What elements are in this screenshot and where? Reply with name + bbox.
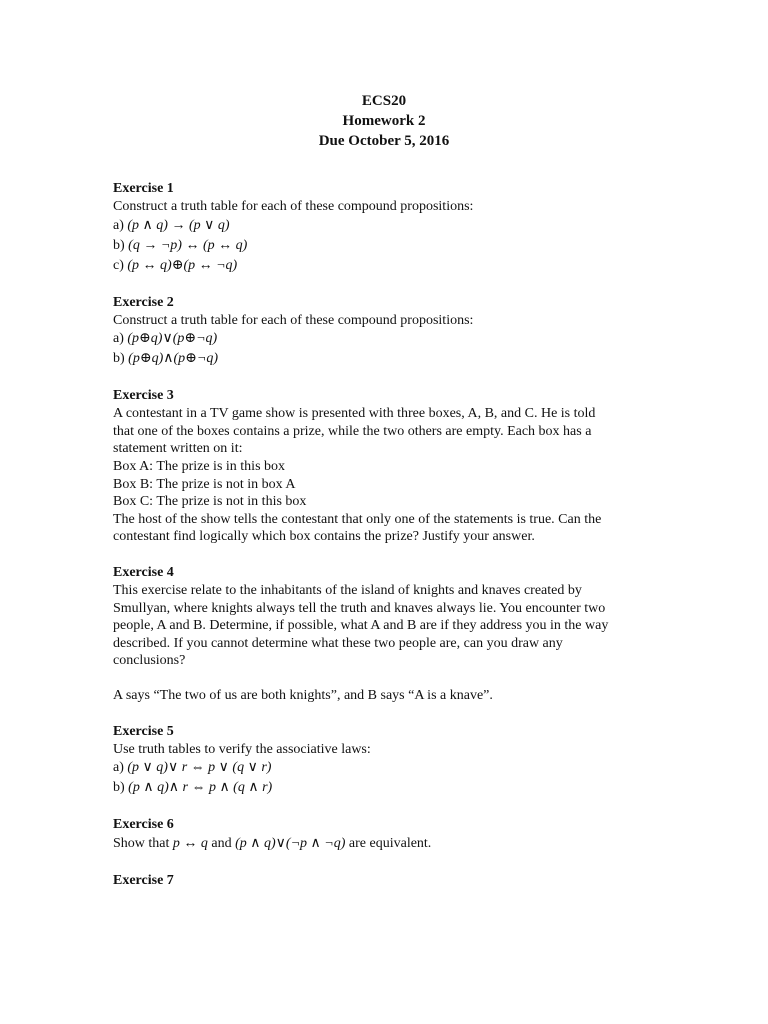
text-line: Box B: The prize is not in box A [113, 476, 296, 492]
item-label: a) [113, 217, 124, 233]
knights-quote: A says “The two of us are both knights”, and B says “A is a knave”. [113, 687, 493, 703]
text-line: conclusions? [113, 653, 186, 669]
text-line: contestant find logically which box contains the prize? Justify your answer. [113, 529, 535, 545]
text-line: Smullyan, where knights always tell the truth and knaves always lie. You encounter two [113, 600, 606, 616]
exercise-3 [113, 387, 653, 546]
exercise-intro: Use truth tables to verify the associative laws: [113, 741, 371, 757]
item-label: b) [113, 780, 125, 796]
equivalence-statement [113, 834, 653, 854]
item-label: c) [113, 257, 124, 273]
formula: (p ↔ q)⊕(p ↔ ¬q) [127, 257, 238, 273]
text-line: The host of the show tells the contestant that only one of the statements is true. Can the [113, 511, 602, 527]
exercise-1 [113, 180, 653, 276]
text-line: Box C: The prize is not in this box [113, 494, 307, 510]
text-line: that one of the boxes contains a prize, while the two others are empty. Each box has a [113, 423, 592, 439]
exercise-5 [113, 723, 653, 799]
paragraph-gap [113, 670, 653, 687]
exercise-intro: Construct a truth table for each of these compound propositions: [113, 312, 474, 328]
item-label: b) [113, 351, 125, 367]
statement-conjunction: and [211, 836, 232, 852]
exercise-title: Exercise 3 [113, 388, 174, 404]
exercise-4 [113, 564, 653, 705]
formula: (p ∧ q)∨(¬p ∧ ¬q) [235, 836, 346, 852]
formula-item [113, 236, 653, 256]
assignment-title: Homework 2 [342, 113, 426, 129]
statement-suffix: are equivalent. [348, 836, 432, 852]
text-line: This exercise relate to the inhabitants of the island of knights and knaves created by [113, 582, 582, 598]
exercise-intro: Construct a truth table for each of these compound propositions: [113, 199, 474, 214]
formula-item [113, 256, 653, 276]
formula: (p ∧ q)∧ r ⇔ p ∧ (q ∧ r) [128, 780, 273, 796]
exercise-title: Exercise 4 [113, 564, 174, 580]
statement-prefix: Show that [113, 836, 170, 852]
exercise-6 [113, 816, 653, 854]
formula: p ↔ q [172, 836, 208, 852]
formula-item [113, 349, 653, 369]
formula-item [113, 329, 653, 349]
formula: (p⊕q)∧(p⊕¬q) [128, 351, 218, 367]
exercise-title: Exercise 7 [113, 873, 174, 889]
text-line: described. If you cannot determine what these two people are, can you draw any [113, 635, 563, 651]
item-label: a) [113, 331, 124, 347]
formula-item [113, 778, 653, 798]
exercise-title: Exercise 1 [113, 181, 174, 196]
item-label: a) [113, 760, 124, 776]
exercise-title: Exercise 6 [113, 817, 174, 833]
formula: (q → ¬p) ↔ (p ↔ q) [128, 237, 248, 253]
exercise-7 [113, 872, 653, 890]
due-date: Due October 5, 2016 [318, 133, 450, 149]
course-title: ECS20 [361, 93, 407, 109]
formula: (p ∧ q) → (p ∨ q) [127, 217, 230, 233]
exercise-title: Exercise 2 [113, 294, 174, 310]
text-line: people, A and B. Determine, if possible, what A and B are if they address you in the way [113, 618, 609, 634]
formula: (p⊕q)∨(p⊕¬q) [127, 331, 218, 347]
exercise-title: Exercise 5 [113, 723, 174, 739]
document-body [113, 180, 653, 908]
formula: (p ∨ q)∨ r ⇔ p ∨ (q ∨ r) [127, 760, 272, 776]
text-line: statement written on it: [113, 441, 243, 457]
item-label: b) [113, 237, 125, 253]
formula-item [113, 216, 653, 236]
exercise-2 [113, 294, 653, 370]
formula-item [113, 758, 653, 778]
text-line: Box A: The prize is in this box [113, 458, 286, 474]
document-header [0, 91, 768, 151]
text-line: A contestant in a TV game show is presented with three boxes, A, B, and C. He is told [113, 406, 596, 422]
